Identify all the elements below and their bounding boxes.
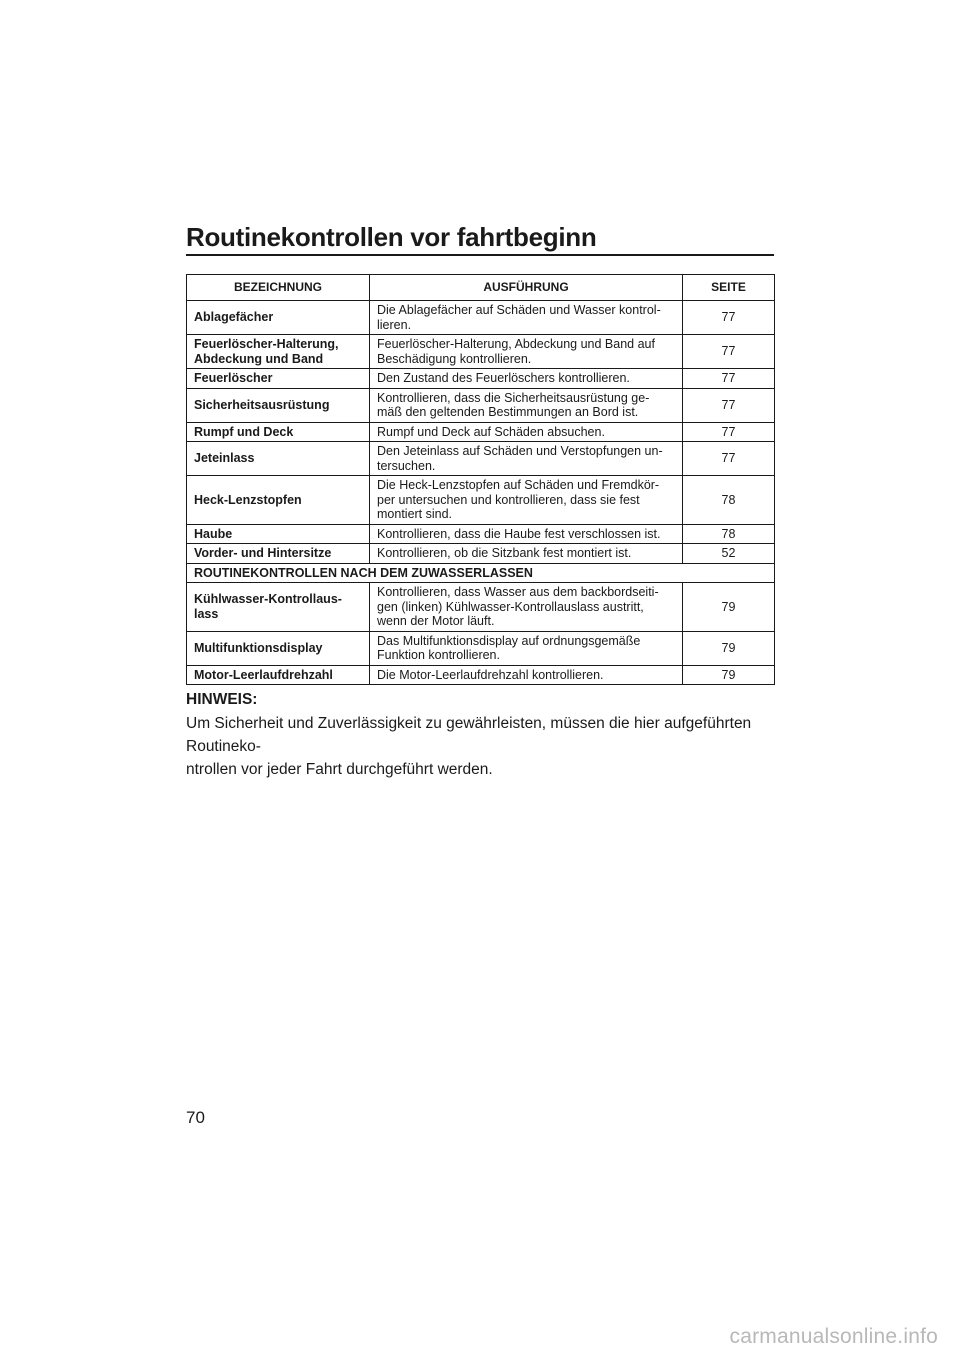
row-page: 77: [683, 335, 775, 369]
row-action: Feuerlöscher-Halterung, Abdeckung und Band auf Beschädigung kontrollieren.: [370, 335, 683, 369]
table-row: [187, 544, 775, 564]
row-name: Sicherheitsausrüstung: [187, 388, 370, 422]
row-page: 79: [683, 583, 775, 632]
row-name: Feuerlöscher: [187, 369, 370, 389]
table-row: [187, 442, 775, 476]
row-name: Multifunktionsdisplay: [187, 631, 370, 665]
note-line: Um Sicherheit und Zuverlässigkeit zu gewährleisten, müssen die hier aufgeführten Routineko- ntrollen vor jeder Fahrt durchgeführt werden.: [186, 715, 752, 778]
row-page: 79: [683, 631, 775, 665]
row-page: 78: [683, 476, 775, 525]
row-action: Den Zustand des Feuerlöschers kontrollieren.: [370, 369, 683, 389]
row-action: Die Motor-Leerlaufdrehzahl kontrollieren.: [370, 665, 683, 685]
row-name: Motor-Leerlaufdrehzahl: [187, 665, 370, 685]
row-name: Feuerlöscher-Halterung, Abdeckung und Band: [187, 335, 370, 369]
row-name: Rumpf und Deck: [187, 422, 370, 442]
page-title: Routinekontrollen vor fahrtbeginn: [186, 222, 597, 252]
table-row: [187, 524, 775, 544]
row-action: Die Heck-Lenzstopfen auf Schäden und Fremdkör- per untersuchen und kontrollieren, dass sie fest montiert sind.: [370, 476, 683, 525]
table-row: [187, 388, 775, 422]
row-name: Vorder- und Hintersitze: [187, 544, 370, 564]
row-page: 79: [683, 665, 775, 685]
row-action: Kontrollieren, ob die Sitzbank fest montiert ist.: [370, 544, 683, 564]
table-row: [187, 335, 775, 369]
row-action: Kontrollieren, dass die Sicherheitsausrüstung ge- mäß den geltenden Bestimmungen an Bord ist.: [370, 388, 683, 422]
table-row: [187, 422, 775, 442]
title-divider: [186, 254, 774, 256]
row-name: Jeteinlass: [187, 442, 370, 476]
row-action: Die Ablagefächer auf Schäden und Wasser kontrol- lieren.: [370, 301, 683, 335]
table-row: [187, 583, 775, 632]
row-name: Haube: [187, 524, 370, 544]
header-seite: SEITE: [683, 275, 775, 301]
table-row: [187, 631, 775, 665]
row-name: Ablagefächer: [187, 301, 370, 335]
note-title: HINWEIS:: [186, 691, 258, 708]
table-body: [187, 301, 775, 685]
row-page: 77: [683, 369, 775, 389]
row-page: 77: [683, 388, 775, 422]
row-page: 78: [683, 524, 775, 544]
page-number: 70: [186, 1108, 205, 1127]
table-row: [187, 476, 775, 525]
table-header-row: [187, 275, 775, 301]
row-page: 77: [683, 301, 775, 335]
row-page: 77: [683, 422, 775, 442]
table-row: [187, 301, 775, 335]
row-action: Rumpf und Deck auf Schäden absuchen.: [370, 422, 683, 442]
row-action: Kontrollieren, dass Wasser aus dem backbordseiti- gen (linken) Kühlwasser-Kontrollauslass austritt, wenn der Motor läuft.: [370, 583, 683, 632]
row-page: 52: [683, 544, 775, 564]
row-page: 77: [683, 442, 775, 476]
header-ausfuehrung: AUSFÜHRUNG: [370, 275, 683, 301]
watermark: carmanualsonline.info: [729, 1325, 938, 1348]
section-row: [187, 563, 775, 583]
row-name: Kühlwasser-Kontrollaus- lass: [187, 583, 370, 632]
checks-table: [186, 274, 775, 685]
row-action: Den Jeteinlass auf Schäden und Verstopfungen un- tersuchen.: [370, 442, 683, 476]
row-action: Kontrollieren, dass die Haube fest verschlossen ist.: [370, 524, 683, 544]
table-row: [187, 665, 775, 685]
row-name: Heck-Lenzstopfen: [187, 476, 370, 525]
row-action: Das Multifunktionsdisplay auf ordnungsgemäße Funktion kontrollieren.: [370, 631, 683, 665]
note-text: [186, 712, 776, 781]
section-label: ROUTINEKONTROLLEN NACH DEM ZUWASSERLASSEN: [187, 563, 775, 583]
table-row: [187, 369, 775, 389]
header-bezeichnung: BEZEICHNUNG: [187, 275, 370, 301]
